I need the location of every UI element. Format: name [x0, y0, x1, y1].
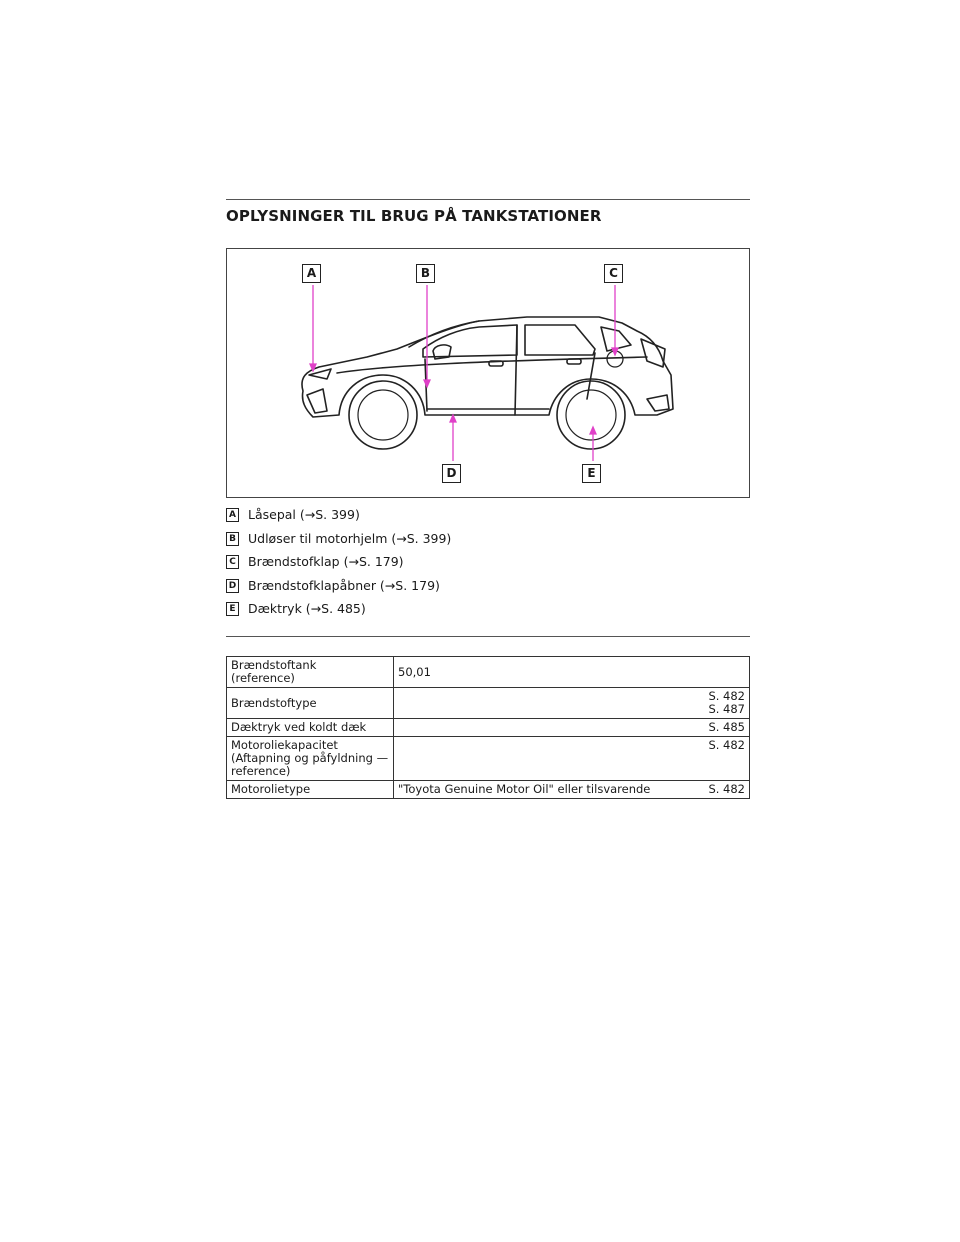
leader-c-arrow: [612, 348, 618, 355]
row-refs-oil-capacity: [394, 737, 750, 781]
row-value-oil-type: [394, 781, 750, 799]
row-label-tire-pressure: [227, 719, 394, 737]
callout-e: E: [582, 464, 601, 483]
section-title: OPLYSNINGER TIL BRUG PÅ TANKSTATIONER: [226, 207, 602, 225]
table-row: [227, 688, 750, 719]
label-line: (reference): [231, 671, 295, 685]
row-label-oil-capacity: [227, 737, 394, 781]
car-front-window: [423, 325, 517, 357]
row-label-oil-type: [227, 781, 394, 799]
car-roof-line: [409, 321, 479, 347]
car-character-line: [337, 357, 647, 373]
callout-a: A: [302, 264, 321, 283]
page-ref: S. 482: [708, 738, 745, 752]
car-handle-front: [489, 361, 503, 366]
label-line: (Aftapning og påfyldning —: [231, 751, 389, 765]
refuel-info-table: [226, 656, 750, 799]
table-row: [227, 781, 750, 799]
legend-key-c: C: [226, 555, 239, 569]
row-label-fuel-type: [227, 688, 394, 719]
car-rear-window: [525, 325, 595, 355]
car-door-line-rear: [587, 353, 595, 399]
page-ref: S. 487: [708, 702, 745, 716]
legend-key-d: D: [226, 579, 239, 593]
car-rear-bumper: [647, 395, 669, 411]
legend-text-b: Udløser til motorhjelm (→S. 399): [248, 530, 452, 546]
row-value-fuel-tank: [394, 657, 750, 688]
car-figure: [226, 248, 750, 498]
legend-text-c: Brændstofklap (→S. 179): [248, 554, 404, 569]
oil-type-value: "Toyota Genuine Motor Oil" eller tilsvarende: [398, 782, 651, 796]
callout-b: B: [416, 264, 435, 283]
car-rear-tire: [557, 381, 625, 449]
label-line: reference): [231, 764, 291, 778]
table-row: [227, 719, 750, 737]
legend-text-d: Brændstofklapåbner (→S. 179): [248, 577, 440, 593]
leader-b-arrow: [424, 380, 430, 387]
car-front-tire: [349, 381, 417, 449]
row-label-fuel-tank: [227, 657, 394, 688]
callout-c: C: [604, 264, 623, 283]
leader-d-arrow: [450, 415, 456, 422]
car-door-line-mid: [515, 325, 517, 415]
page-ref: S. 485: [708, 720, 745, 734]
legend-text-a: Låsepal (→S. 399): [248, 507, 360, 522]
legend-key-a: A: [226, 508, 239, 522]
table-row: [227, 737, 750, 781]
top-rule: [226, 199, 750, 200]
label-line: Dæktryk ved koldt dæk: [231, 720, 367, 734]
label-line: Motoroliekapacitet: [231, 738, 338, 752]
car-rear-light: [641, 339, 665, 367]
page-ref: S. 482: [708, 689, 745, 703]
legend-key-b: B: [226, 532, 239, 546]
leader-e-arrow: [590, 427, 596, 434]
label-line: Motorolietype: [231, 782, 311, 796]
label-line: Brændstoftank: [231, 658, 317, 672]
table-row: [227, 657, 750, 688]
callout-d: D: [442, 464, 461, 483]
fuel-tank-value: 50,01: [398, 664, 431, 679]
legend-text-e: Dæktryk (→S. 485): [248, 601, 366, 616]
mid-rule: [226, 636, 750, 637]
car-front-intake: [307, 389, 327, 413]
label-line: Brændstoftype: [231, 695, 317, 710]
page-ref: S. 482: [708, 782, 745, 796]
car-handle-rear: [567, 359, 581, 364]
row-refs-fuel-type: [394, 688, 750, 719]
car-side-view: [227, 249, 749, 497]
car-front-rim: [358, 390, 408, 440]
row-refs-tire-pressure: [394, 719, 750, 737]
legend-key-e: E: [226, 602, 239, 616]
